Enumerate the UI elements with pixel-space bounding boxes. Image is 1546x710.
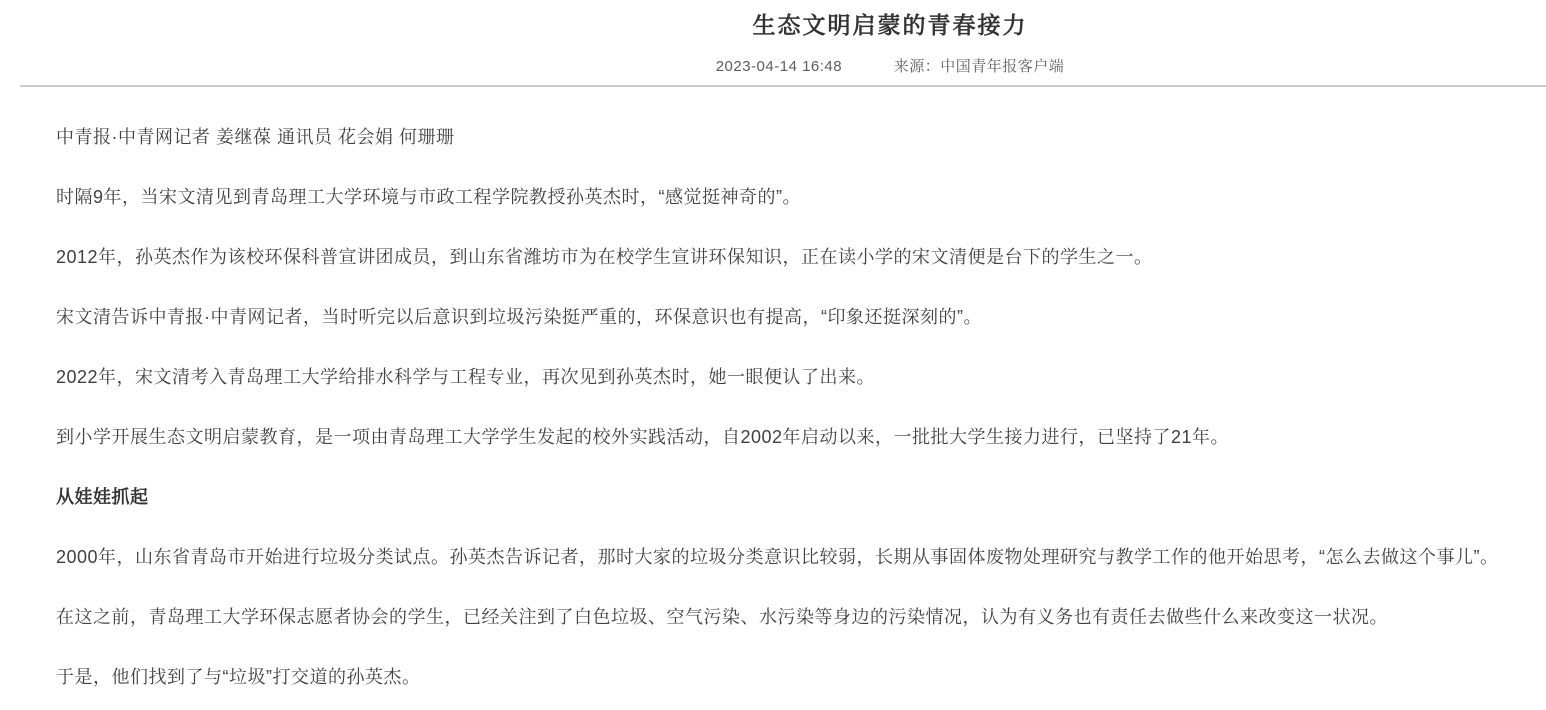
section-heading: 从娃娃抓起 bbox=[56, 487, 149, 507]
paragraph: 于是，他们找到了与“垃圾”打交道的孙英杰。 bbox=[56, 667, 421, 687]
article-header-inner bbox=[0, 0, 1546, 76]
publish-date: 2023-04-14 16:48 bbox=[715, 58, 843, 75]
article-meta bbox=[234, 58, 1546, 76]
source-label: 来源：中国青年报客户端 bbox=[893, 58, 1065, 75]
paragraph: 2012年，孙英杰作为该校环保科普宣讲团成员，到山东省潍坊市为在校学生宣讲环保知识，正在读小学的宋文清便是台下的学生之一。 bbox=[56, 247, 1153, 267]
paragraph: 到小学开展生态文明启蒙教育，是一项由青岛理工大学学生发起的校外实践活动，自2002年启动以来，一批批大学生接力进行，已坚持了21年。 bbox=[56, 427, 1230, 447]
article-body bbox=[0, 87, 1546, 686]
paragraph: 时隔9年，当宋文清见到青岛理工大学环境与市政工程学院教授孙英杰时，“感觉挺神奇的”。 bbox=[56, 187, 801, 207]
article-title: 生态文明启蒙的青春接力 bbox=[752, 12, 1028, 38]
paragraph: 中青报·中青网记者 姜继葆 通讯员 花会娟 何珊珊 bbox=[56, 127, 455, 147]
paragraph: 2000年，山东省青岛市开始进行垃圾分类试点。孙英杰告诉记者，那时大家的垃圾分类意识比较弱，长期从事固体废物处理研究与教学工作的他开始思考，“怎么去做这个事儿”。 bbox=[56, 547, 1499, 567]
article-header bbox=[0, 0, 1546, 76]
paragraph: 2022年，宋文清考入青岛理工大学给排水科学与工程专业，再次见到孙英杰时，她一眼便认了出来。 bbox=[56, 367, 876, 387]
paragraph: 在这之前，青岛理工大学环保志愿者协会的学生，已经关注到了白色垃圾、空气污染、水污染等身边的污染情况，认为有义务也有责任去做些什么来改变这一状况。 bbox=[56, 607, 1388, 627]
paragraph: 宋文清告诉中青报·中青网记者，当时听完以后意识到垃圾污染挺严重的，环保意识也有提高，“印象还挺深刻的”。 bbox=[56, 307, 982, 327]
